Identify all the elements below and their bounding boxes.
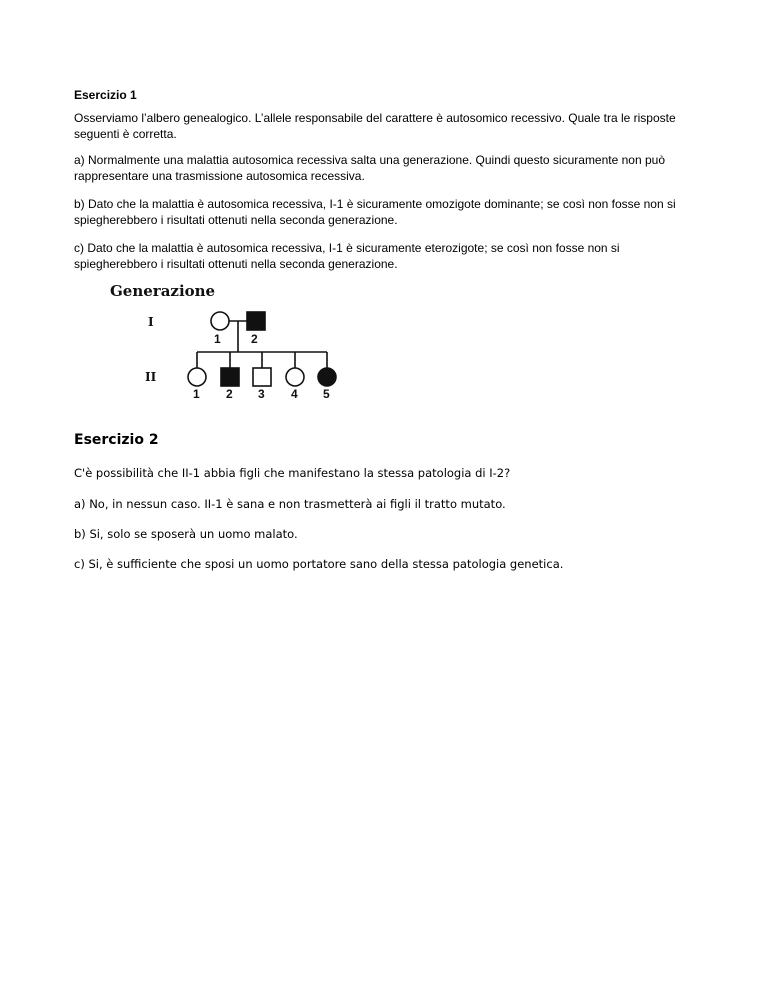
pedigree-II-5-number: 5: [323, 387, 330, 400]
pedigree-II-1-female: [188, 368, 206, 386]
pedigree-I-1-number: 1: [214, 332, 221, 346]
pedigree-II-4-number: 4: [291, 387, 298, 400]
exercise1-title: Esercizio 1: [74, 88, 137, 102]
exercise2-option-a: a) No, in nessun caso. II-1 è sana e non trasmetterà ai figli il tratto mutato.: [74, 497, 506, 511]
pedigree-II-4-female: [286, 368, 304, 386]
exercise2-question: C'è possibilità che II-1 abbia figli che manifestano la stessa patologia di I-2?: [74, 466, 511, 480]
exercise1-option-b: b) Dato che la malattia è autosomica recessiva, I-1 è sicuramente omozigote dominante; se così non fosse non si spiegherebbero i risultati ottenuti nella seconda generazione.: [74, 197, 676, 227]
pedigree-II-2-number: 2: [226, 387, 233, 400]
pedigree-II-2-male-affected: [221, 368, 239, 386]
pedigree-II-5-female-affected: [318, 368, 336, 386]
exercise2-title: Esercizio 2: [74, 432, 159, 448]
exercise1-option-a: a) Normalmente una malattia autosomica recessiva salta una generazione. Quindi questo sicuramente non può rappresentare una trasmissione autosomica recessiva.: [74, 153, 665, 183]
generation-label-I: I: [148, 315, 154, 329]
pedigree-I-1-female: [211, 312, 229, 330]
pedigree-I-2-male-affected: [247, 312, 265, 330]
exercise2-option-c: c) Si, è sufficiente che sposi un uomo portatore sano della stessa patologia genetica.: [74, 557, 564, 571]
exercise2-option-b: b) Si, solo se sposerà un uomo malato.: [74, 527, 298, 541]
pedigree-title: Generazione: [110, 282, 216, 300]
pedigree-chart: [108, 276, 344, 400]
pedigree-II-3-male: [253, 368, 271, 386]
generation-label-II: II: [145, 370, 157, 384]
exercise1-option-c: c) Dato che la malattia è autosomica recessiva, I-1 è sicuramente eterozigote; se così non fosse non si spiegherebbero i risultati ottenuti nella seconda generazione.: [74, 241, 620, 271]
pedigree-II-3-number: 3: [258, 387, 265, 400]
pedigree-I-2-number: 2: [251, 332, 258, 346]
exercise1-question: Osserviamo l’albero genealogico. L’allele responsabile del carattere è autosomico recessivo. Quale tra le risposte seguenti è corretta.: [74, 111, 676, 141]
pedigree-II-1-number: 1: [193, 387, 200, 400]
